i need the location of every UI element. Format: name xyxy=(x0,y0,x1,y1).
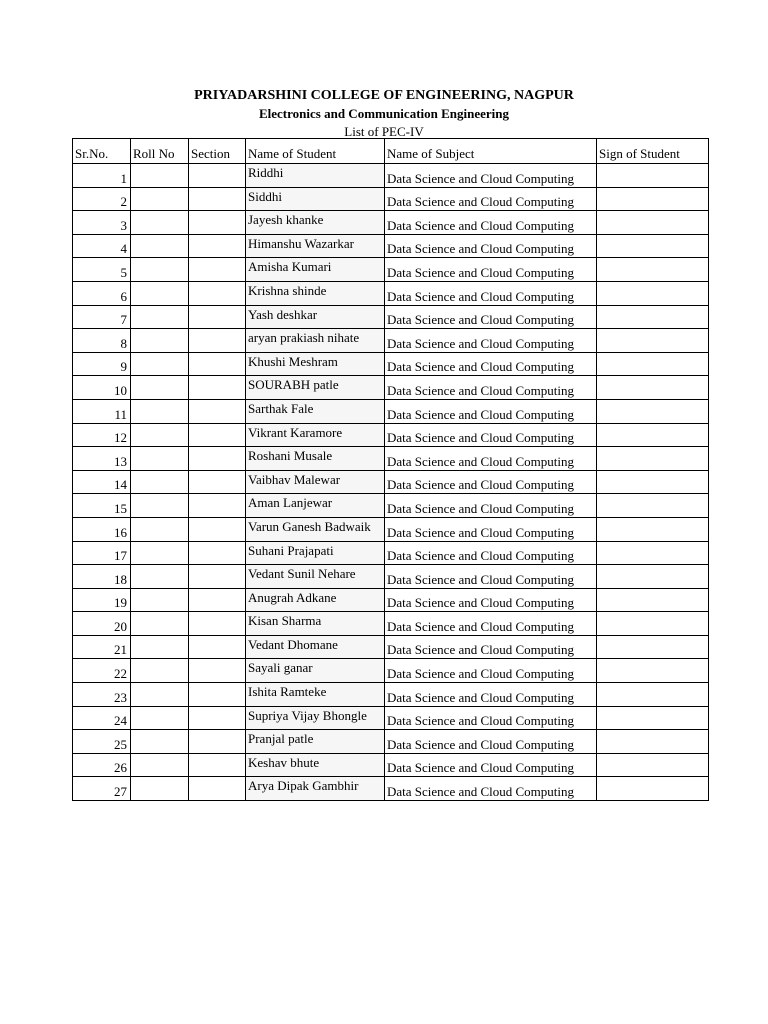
cell-sign xyxy=(597,234,709,258)
cell-student-name: Arya Dipak Gambhir xyxy=(246,777,385,801)
cell-sr-no: 12 xyxy=(73,423,131,447)
table-row xyxy=(73,494,709,518)
table-row xyxy=(73,211,709,235)
cell-roll-no xyxy=(131,541,189,565)
cell-section xyxy=(189,659,246,683)
cell-sign xyxy=(597,706,709,730)
table-row xyxy=(73,777,709,801)
cell-subject-name: Data Science and Cloud Computing xyxy=(385,376,597,400)
table-row xyxy=(73,612,709,636)
cell-section xyxy=(189,399,246,423)
cell-student-name: Vedant Sunil Nehare xyxy=(246,565,385,589)
cell-sign xyxy=(597,399,709,423)
cell-sign xyxy=(597,305,709,329)
cell-sign xyxy=(597,281,709,305)
cell-sign xyxy=(597,211,709,235)
cell-student-name: Roshani Musale xyxy=(246,447,385,471)
cell-roll-no xyxy=(131,329,189,353)
cell-subject-name: Data Science and Cloud Computing xyxy=(385,541,597,565)
table-row xyxy=(73,659,709,683)
cell-subject-name: Data Science and Cloud Computing xyxy=(385,635,597,659)
cell-sr-no: 19 xyxy=(73,588,131,612)
cell-student-name: Jayesh khanke xyxy=(246,211,385,235)
cell-roll-no xyxy=(131,565,189,589)
cell-sign xyxy=(597,777,709,801)
cell-sign xyxy=(597,730,709,754)
cell-subject-name: Data Science and Cloud Computing xyxy=(385,494,597,518)
cell-section xyxy=(189,541,246,565)
table-row xyxy=(73,753,709,777)
cell-student-name: Amisha Kumari xyxy=(246,258,385,282)
cell-section xyxy=(189,635,246,659)
document-header xyxy=(0,87,768,141)
table-row xyxy=(73,329,709,353)
cell-sr-no: 7 xyxy=(73,305,131,329)
cell-subject-name: Data Science and Cloud Computing xyxy=(385,164,597,188)
cell-roll-no xyxy=(131,447,189,471)
cell-section xyxy=(189,376,246,400)
cell-sr-no: 24 xyxy=(73,706,131,730)
cell-section xyxy=(189,329,246,353)
cell-sr-no: 25 xyxy=(73,730,131,754)
cell-sign xyxy=(597,164,709,188)
table-row xyxy=(73,234,709,258)
cell-sign xyxy=(597,329,709,353)
cell-student-name: Khushi Meshram xyxy=(246,352,385,376)
column-header-subject-name: Name of Subject xyxy=(385,139,597,164)
cell-subject-name: Data Science and Cloud Computing xyxy=(385,447,597,471)
cell-subject-name: Data Science and Cloud Computing xyxy=(385,517,597,541)
table-row xyxy=(73,706,709,730)
cell-sr-no: 27 xyxy=(73,777,131,801)
cell-sr-no: 6 xyxy=(73,281,131,305)
table-row xyxy=(73,258,709,282)
cell-section xyxy=(189,470,246,494)
cell-sr-no: 23 xyxy=(73,683,131,707)
cell-section xyxy=(189,281,246,305)
cell-sign xyxy=(597,635,709,659)
cell-roll-no xyxy=(131,659,189,683)
cell-subject-name: Data Science and Cloud Computing xyxy=(385,565,597,589)
cell-section xyxy=(189,211,246,235)
cell-student-name: Ishita Ramteke xyxy=(246,683,385,707)
cell-sign xyxy=(597,352,709,376)
cell-sr-no: 26 xyxy=(73,753,131,777)
cell-sign xyxy=(597,753,709,777)
cell-sr-no: 4 xyxy=(73,234,131,258)
cell-subject-name: Data Science and Cloud Computing xyxy=(385,352,597,376)
cell-sign xyxy=(597,612,709,636)
cell-sign xyxy=(597,541,709,565)
cell-sr-no: 18 xyxy=(73,565,131,589)
cell-subject-name: Data Science and Cloud Computing xyxy=(385,281,597,305)
cell-section xyxy=(189,234,246,258)
table-row xyxy=(73,447,709,471)
table-row xyxy=(73,281,709,305)
cell-sign xyxy=(597,423,709,447)
cell-sr-no: 1 xyxy=(73,164,131,188)
cell-roll-no xyxy=(131,470,189,494)
cell-sr-no: 3 xyxy=(73,211,131,235)
cell-subject-name: Data Science and Cloud Computing xyxy=(385,423,597,447)
cell-sr-no: 20 xyxy=(73,612,131,636)
table-row xyxy=(73,565,709,589)
column-header-student-name: Name of Student xyxy=(246,139,385,164)
cell-student-name: Himanshu Wazarkar xyxy=(246,234,385,258)
cell-subject-name: Data Science and Cloud Computing xyxy=(385,659,597,683)
cell-student-name: Varun Ganesh Badwaik xyxy=(246,517,385,541)
table-row xyxy=(73,164,709,188)
cell-roll-no xyxy=(131,612,189,636)
cell-roll-no xyxy=(131,211,189,235)
cell-roll-no xyxy=(131,234,189,258)
cell-student-name: Siddhi xyxy=(246,187,385,211)
cell-section xyxy=(189,305,246,329)
cell-sign xyxy=(597,588,709,612)
cell-roll-no xyxy=(131,777,189,801)
table-row xyxy=(73,376,709,400)
cell-roll-no xyxy=(131,376,189,400)
cell-roll-no xyxy=(131,281,189,305)
cell-subject-name: Data Science and Cloud Computing xyxy=(385,470,597,494)
cell-section xyxy=(189,777,246,801)
column-header-roll-no: Roll No xyxy=(131,139,189,164)
cell-roll-no xyxy=(131,635,189,659)
cell-roll-no xyxy=(131,423,189,447)
cell-subject-name: Data Science and Cloud Computing xyxy=(385,706,597,730)
cell-sr-no: 8 xyxy=(73,329,131,353)
cell-subject-name: Data Science and Cloud Computing xyxy=(385,305,597,329)
table-row xyxy=(73,635,709,659)
cell-sign xyxy=(597,517,709,541)
cell-student-name: aryan prakiash nihate xyxy=(246,329,385,353)
cell-sr-no: 15 xyxy=(73,494,131,518)
cell-sign xyxy=(597,447,709,471)
cell-subject-name: Data Science and Cloud Computing xyxy=(385,211,597,235)
cell-roll-no xyxy=(131,258,189,282)
cell-roll-no xyxy=(131,683,189,707)
cell-subject-name: Data Science and Cloud Computing xyxy=(385,399,597,423)
cell-sign xyxy=(597,258,709,282)
cell-student-name: Supriya Vijay Bhongle xyxy=(246,706,385,730)
cell-student-name: Vikrant Karamore xyxy=(246,423,385,447)
table-header-row xyxy=(73,139,709,164)
table-body xyxy=(73,164,709,801)
cell-student-name: Anugrah Adkane xyxy=(246,588,385,612)
cell-section xyxy=(189,706,246,730)
cell-section xyxy=(189,164,246,188)
cell-section xyxy=(189,423,246,447)
cell-sr-no: 9 xyxy=(73,352,131,376)
cell-subject-name: Data Science and Cloud Computing xyxy=(385,753,597,777)
cell-subject-name: Data Science and Cloud Computing xyxy=(385,612,597,636)
cell-student-name: Keshav bhute xyxy=(246,753,385,777)
table-row xyxy=(73,541,709,565)
cell-sr-no: 21 xyxy=(73,635,131,659)
cell-section xyxy=(189,588,246,612)
table-row xyxy=(73,187,709,211)
cell-student-name: Sarthak Fale xyxy=(246,399,385,423)
cell-roll-no xyxy=(131,187,189,211)
cell-student-name: Sayali ganar xyxy=(246,659,385,683)
cell-sr-no: 16 xyxy=(73,517,131,541)
column-header-sr-no: Sr.No. xyxy=(73,139,131,164)
cell-student-name: Pranjal patle xyxy=(246,730,385,754)
cell-roll-no xyxy=(131,588,189,612)
cell-roll-no xyxy=(131,399,189,423)
table-row xyxy=(73,517,709,541)
cell-roll-no xyxy=(131,753,189,777)
cell-subject-name: Data Science and Cloud Computing xyxy=(385,683,597,707)
table-row xyxy=(73,588,709,612)
cell-roll-no xyxy=(131,164,189,188)
column-header-section: Section xyxy=(189,139,246,164)
cell-section xyxy=(189,187,246,211)
cell-subject-name: Data Science and Cloud Computing xyxy=(385,329,597,353)
cell-student-name: Vaibhav Malewar xyxy=(246,470,385,494)
cell-roll-no xyxy=(131,706,189,730)
table-row xyxy=(73,305,709,329)
cell-section xyxy=(189,753,246,777)
cell-sr-no: 5 xyxy=(73,258,131,282)
cell-student-name: Suhani Prajapati xyxy=(246,541,385,565)
table-row xyxy=(73,352,709,376)
cell-section xyxy=(189,565,246,589)
cell-sr-no: 2 xyxy=(73,187,131,211)
cell-student-name: Aman Lanjewar xyxy=(246,494,385,518)
cell-subject-name: Data Science and Cloud Computing xyxy=(385,588,597,612)
cell-sign xyxy=(597,187,709,211)
table-row xyxy=(73,683,709,707)
cell-sign xyxy=(597,565,709,589)
cell-subject-name: Data Science and Cloud Computing xyxy=(385,777,597,801)
table-row xyxy=(73,470,709,494)
cell-student-name: Kisan Sharma xyxy=(246,612,385,636)
cell-section xyxy=(189,494,246,518)
cell-sign xyxy=(597,659,709,683)
college-name: PRIYADARSHINI COLLEGE OF ENGINEERING, NAGPUR xyxy=(194,88,574,103)
cell-subject-name: Data Science and Cloud Computing xyxy=(385,730,597,754)
cell-student-name: Vedant Dhomane xyxy=(246,635,385,659)
cell-sr-no: 10 xyxy=(73,376,131,400)
list-title: List of PEC-IV xyxy=(344,124,424,139)
cell-roll-no xyxy=(131,305,189,329)
cell-section xyxy=(189,730,246,754)
department-name: Electronics and Communication Engineering xyxy=(258,106,510,121)
cell-section xyxy=(189,447,246,471)
cell-sr-no: 13 xyxy=(73,447,131,471)
cell-subject-name: Data Science and Cloud Computing xyxy=(385,187,597,211)
cell-student-name: SOURABH patle xyxy=(246,376,385,400)
table-row xyxy=(73,423,709,447)
cell-student-name: Riddhi xyxy=(246,164,385,188)
cell-sr-no: 11 xyxy=(73,399,131,423)
cell-roll-no xyxy=(131,517,189,541)
cell-sign xyxy=(597,376,709,400)
cell-roll-no xyxy=(131,494,189,518)
student-table xyxy=(72,138,709,801)
column-header-sign: Sign of Student xyxy=(597,139,709,164)
cell-section xyxy=(189,612,246,636)
cell-subject-name: Data Science and Cloud Computing xyxy=(385,234,597,258)
cell-section xyxy=(189,258,246,282)
cell-section xyxy=(189,683,246,707)
cell-student-name: Krishna shinde xyxy=(246,281,385,305)
cell-sr-no: 17 xyxy=(73,541,131,565)
cell-sr-no: 14 xyxy=(73,470,131,494)
cell-roll-no xyxy=(131,352,189,376)
cell-student-name: Yash deshkar xyxy=(246,305,385,329)
table-row xyxy=(73,730,709,754)
cell-section xyxy=(189,517,246,541)
cell-sign xyxy=(597,494,709,518)
cell-sign xyxy=(597,683,709,707)
cell-sr-no: 22 xyxy=(73,659,131,683)
cell-roll-no xyxy=(131,730,189,754)
cell-subject-name: Data Science and Cloud Computing xyxy=(385,258,597,282)
cell-sign xyxy=(597,470,709,494)
table-row xyxy=(73,399,709,423)
cell-section xyxy=(189,352,246,376)
